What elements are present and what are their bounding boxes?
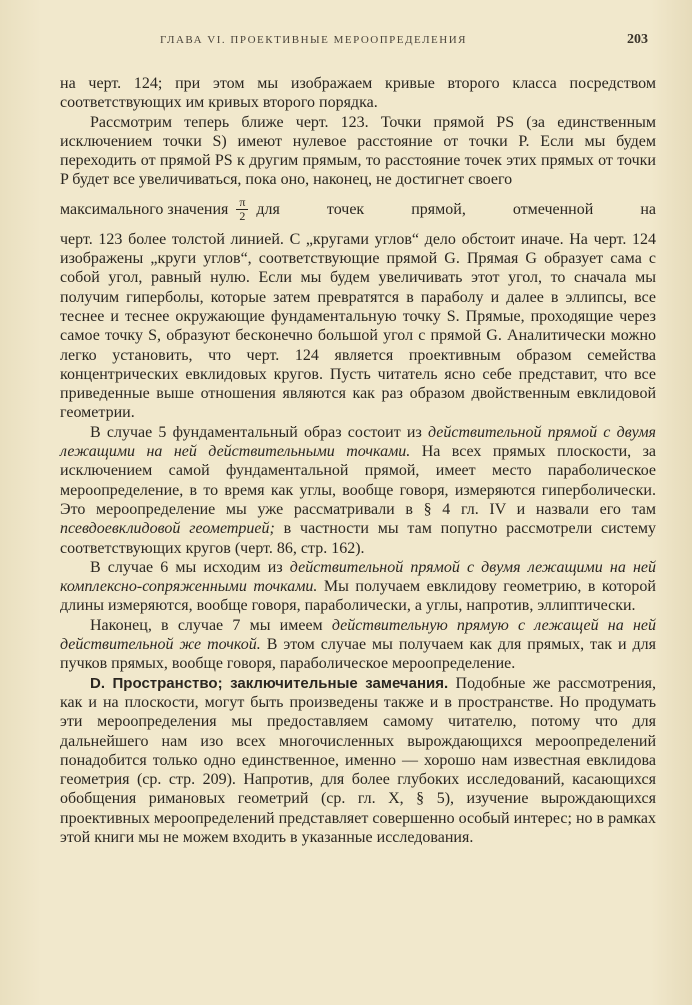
section-d-heading: D. Пространство; заключительные замечания. bbox=[90, 674, 449, 692]
case5-middle: На всех прямых плоскости, за исключением самой фундаментальной прямой, имеет место параболическое мероопределение, в то время как углы, вообще говоря, измеряются гиперболически. Это мероопределение мы уже рассматривали в § 4 гл. IV и назвали его там bbox=[60, 443, 656, 518]
page-body bbox=[60, 74, 656, 847]
paragraph-continuation: на черт. 124; при этом мы изображаем кривые второго класса посредством соответствующих им кривых второго порядка. bbox=[60, 75, 656, 112]
case5-italic: действительной прямой с двумя лежащими на ней действительными точками. bbox=[60, 423, 656, 461]
case5-end: в частности мы там попутно рассмотрели систему соответствующих кругов (черт. 86, стр. 162). bbox=[60, 520, 657, 557]
paragraph-case-5 bbox=[60, 423, 656, 558]
case6-end: Мы получаем евклидову геометрию, в которой длины измеряются, вообще говоря, параболически, а углы, напротив, эллиптически. bbox=[60, 578, 656, 615]
case7-italic: действительную прямую с лежащей на ней действительной же точкой. bbox=[60, 616, 656, 654]
case7-intro: Наконец, в случае 7 мы имеем bbox=[90, 616, 332, 634]
fraction-pi-over-2 bbox=[236, 196, 248, 223]
paragraph-case-6 bbox=[60, 558, 656, 616]
paragraph-section-d bbox=[60, 674, 656, 848]
fraction-denominator: 2 bbox=[239, 209, 246, 224]
paragraph-angle-circles: черт. 123 более толстой линией. С „кругами углов“ дело обстоит иначе. На черт. 124 изображены „круги углов“, соответствующие прямой G. Прямая G образует сама с собой угол, равный нулю. Если мы будем увеличивать этот угол, то сначала мы получим гиперболы, которые затем превратятся в параболу и далее в эллипсы, все теснее и теснее окружающие фундаментальную точку S. Прямые, проходящие через самое точку S, образуют бесконечно большой угол с прямой G. Аналитически можно легко установить, что черт. 124 является проективным образом семейства концентрических евклидовых кругов. Пусть читатель ясно себе представит, что все приведенные выше отношения являются как раз образом двойственным евклидовой геометрии. bbox=[60, 230, 656, 422]
math-line bbox=[60, 190, 656, 230]
math-line-before: максимального значения bbox=[60, 201, 229, 219]
paragraph-case-7 bbox=[60, 616, 656, 674]
case6-intro: В случае 6 мы исходим из bbox=[90, 558, 290, 576]
case5-italic2: псевдоевклидовой геометрией; bbox=[60, 520, 275, 538]
case5-intro: В случае 5 фундаментальный образ состоит из bbox=[90, 423, 428, 441]
math-line-after: для точек прямой, отмеченной на bbox=[256, 201, 656, 219]
page-number: 203 bbox=[627, 32, 648, 47]
section-d-text: Подобные же рассмотрения, как и на плоскости, могут быть произведены также и в пространстве. Но продумать эти мероопределения мы предоставляем самому читателю, потому что для дальнейшего нам изо всех многочисленных вырождающихся мероопределений понадобится только одно единственное, именно — хорошо нам известная евклидова геометрия (ср. стр. 209). Напротив, для более глубоких исследований, касающихся обобщения римановых геометрий (ср. гл. X, § 5), изучение вырождающихся проективных мероопределений представляет совершенно особый интерес; но в рамках этой книги мы не можем входить в указанные исследования. bbox=[60, 674, 657, 846]
case6-italic: действительной прямой с двумя лежащими на ней комплексно-сопряженными точками. bbox=[60, 558, 657, 596]
paragraph-distance: Рассмотрим теперь ближе черт. 123. Точки прямой PS (за единственным исключением точки S) имеют нулевое расстояние от точки P. Если мы будем переходить от прямой PS к другим прямым, то расстояние точек этих прямых от точки P будет все увеличиваться, пока оно, наконец, не достигнет своего bbox=[60, 113, 656, 189]
case7-end: В этом случае мы получаем как для прямых, так и для пучков прямых, вообще говоря, параболическое мероопределение. bbox=[60, 636, 657, 673]
page-header bbox=[60, 30, 656, 52]
running-head: ГЛАВА VI. ПРОЕКТИВНЫЕ МЕРООПРЕДЕЛЕНИЯ bbox=[160, 34, 467, 46]
fraction-numerator: π bbox=[239, 195, 246, 210]
